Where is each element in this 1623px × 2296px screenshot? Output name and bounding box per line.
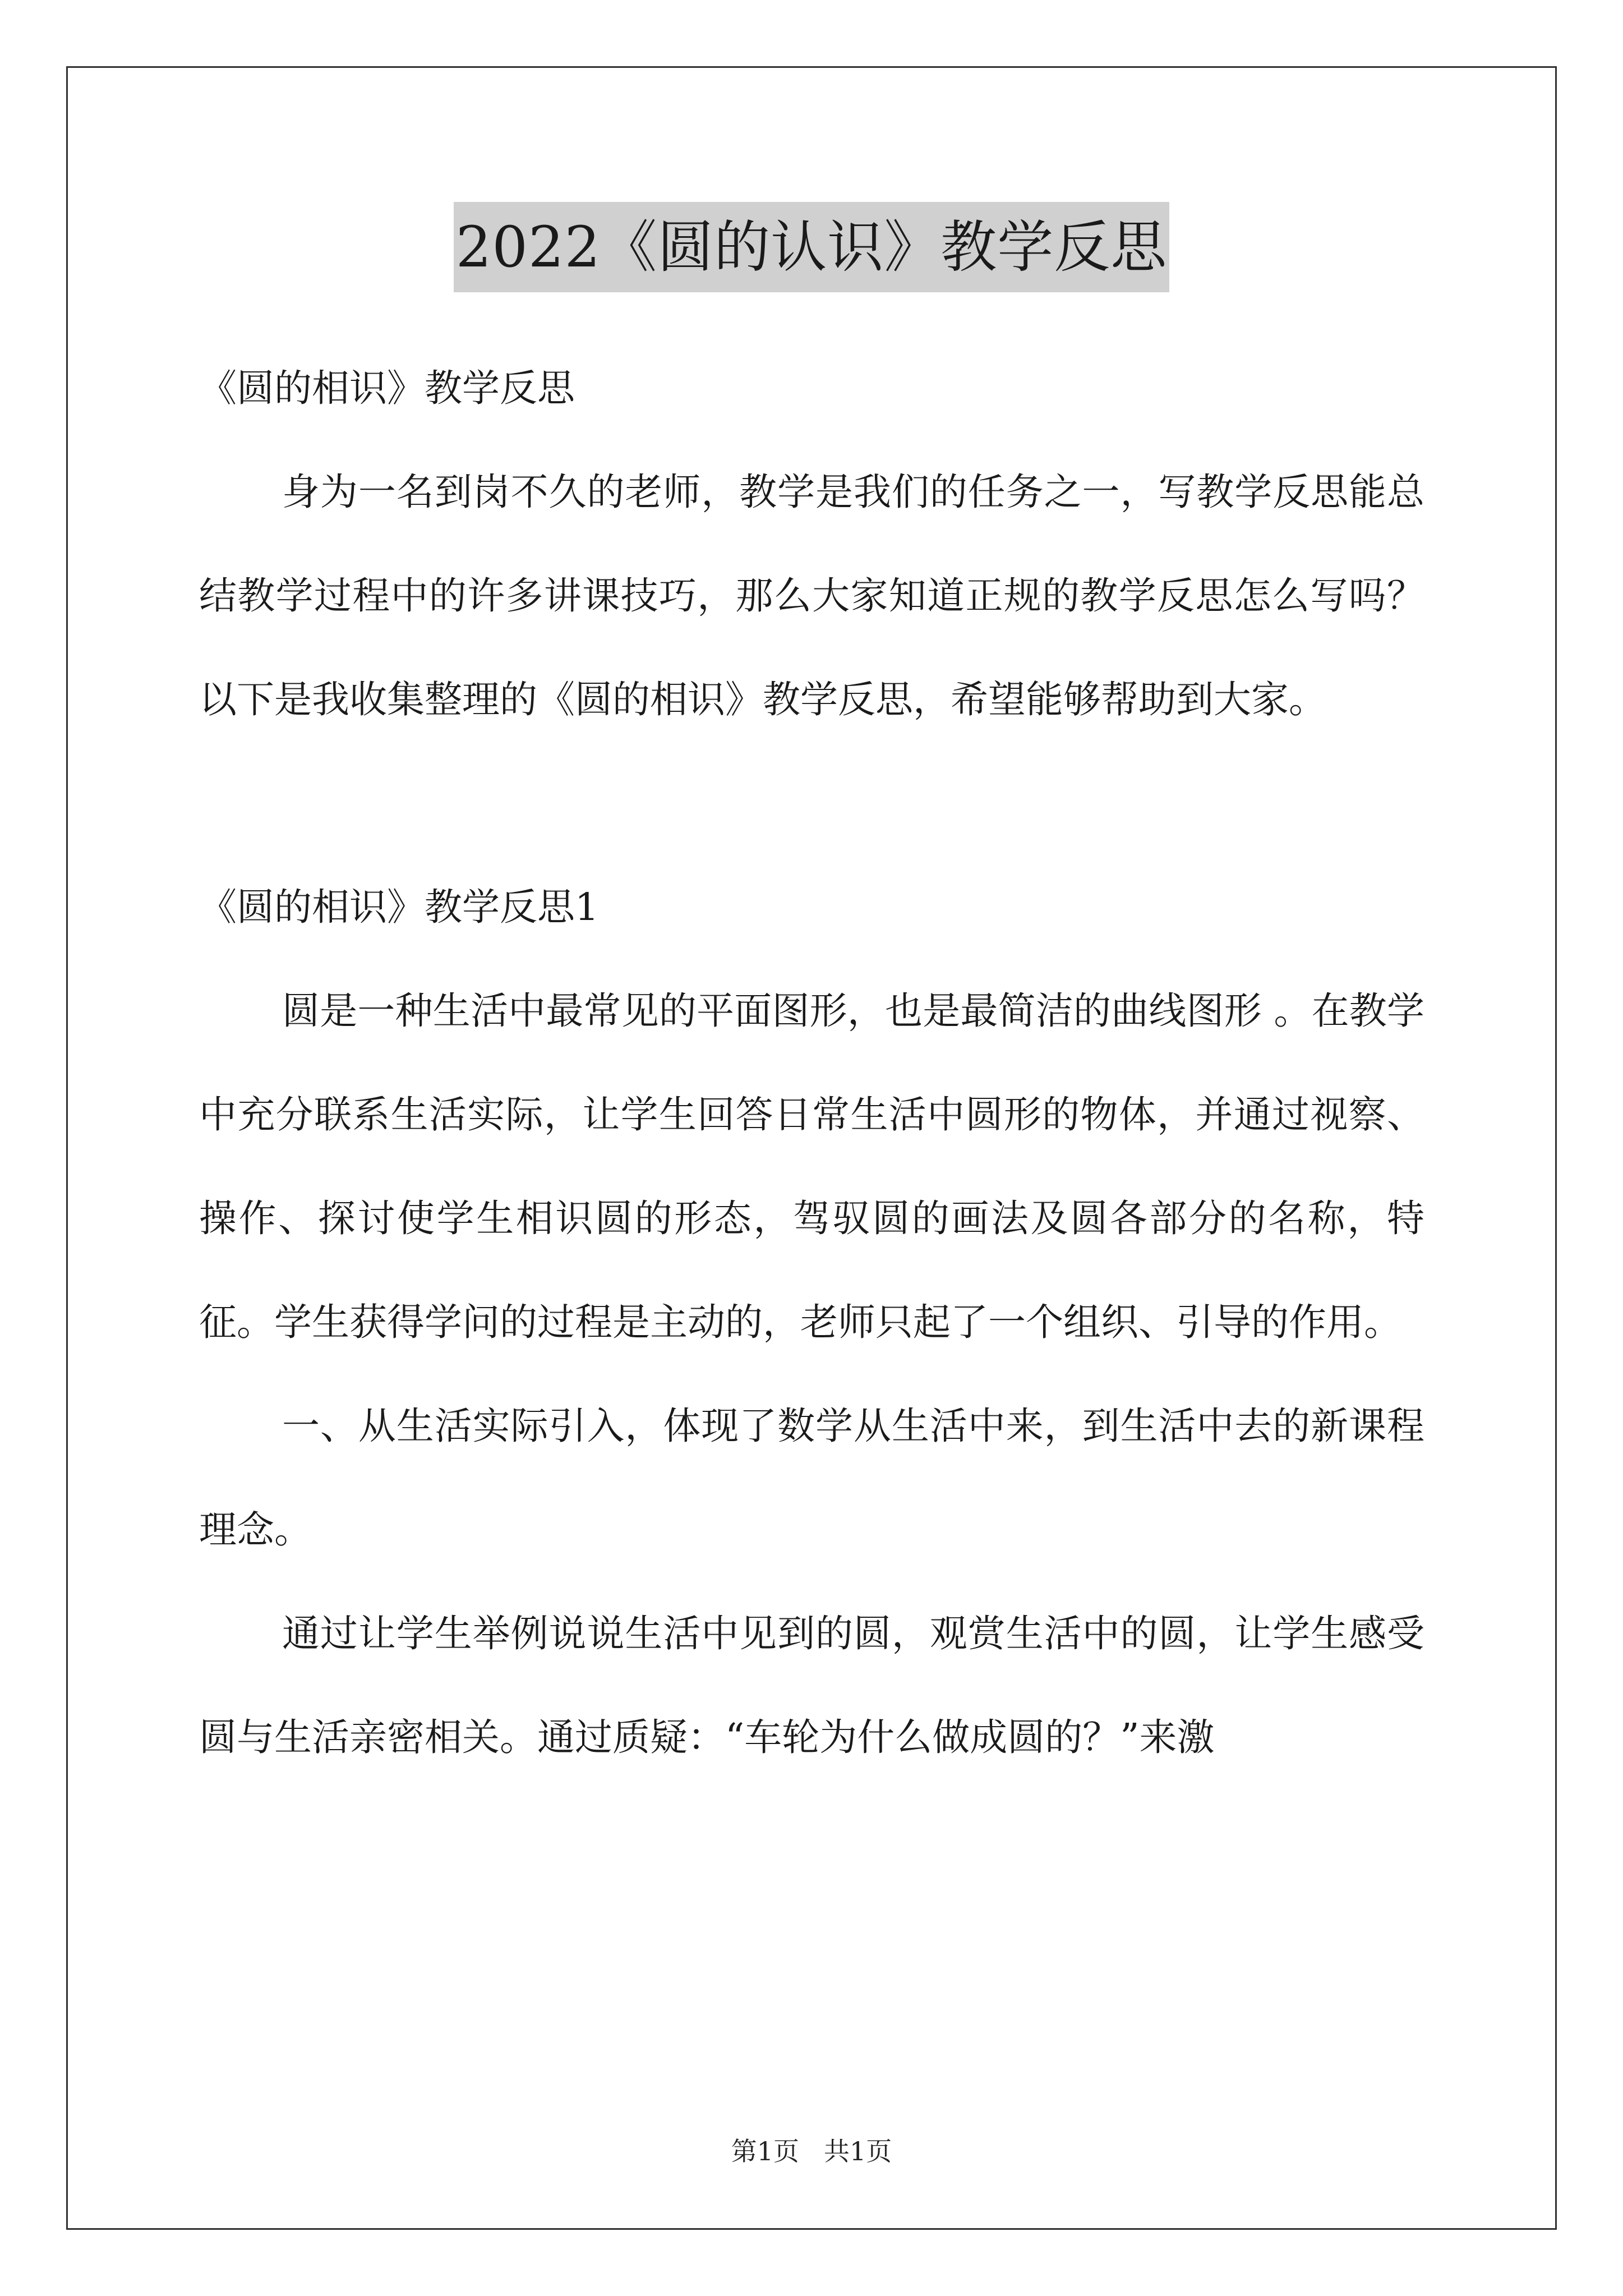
section1-paragraph-2: 一、从生活实际引入，体现了数学从生活中来，到生活中去的新课程理念。	[199, 1404, 1424, 1552]
page-total: 共1页	[823, 2136, 892, 2166]
section-spacer	[199, 752, 1424, 855]
intro-heading: 《圆的相识》教学反思	[199, 366, 575, 410]
document-body	[199, 337, 1424, 1789]
section1-paragraph-3: 通过让学生举例说说生活中见到的圆，观赏生活中的圆，让学生感受圆与生活亲密相关。通过质疑：“车轮为什么做成圆的？”来激	[199, 1612, 1424, 1759]
document-title: 2022《圆的认识》教学反思	[454, 202, 1170, 292]
page-footer	[0, 2134, 1623, 2168]
page-number: 第1页	[731, 2136, 800, 2166]
title-container	[0, 202, 1623, 292]
section1-heading: 《圆的相识》教学反思1	[199, 885, 599, 929]
section1-paragraph-1: 圆是一种生活中最常见的平面图形，也是最简洁的曲线图形 。在教学中充分联系生活实际，让学生回答日常生活中圆形的物体，并通过视察、操作、探讨使学生相识圆的形态，驾驭圆的画法及圆各部分的名称，特征。学生获得学问的过程是主动的，老师只起了一个组织、引导的作用。	[199, 989, 1424, 1344]
intro-paragraph: 身为一名到岗不久的老师，教学是我们的任务之一，写教学反思能总结教学过程中的许多讲课技巧，那么大家知道正规的教学反思怎么写吗？以下是我收集整理的《圆的相识》教学反思，希望能够帮助到大家。	[199, 470, 1424, 721]
